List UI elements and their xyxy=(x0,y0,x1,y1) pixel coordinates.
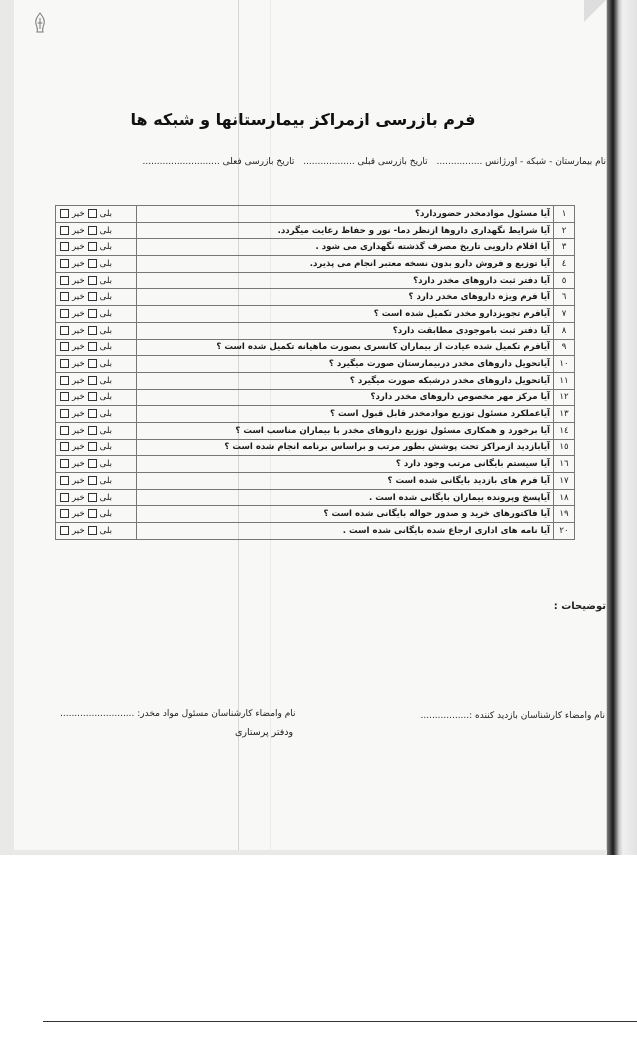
binder-edge xyxy=(607,0,637,855)
row-number: ۳ xyxy=(554,239,575,256)
yes-checkbox[interactable] xyxy=(88,376,97,385)
row-question: آیا دفتر ثبت داروهای مخدر دارد؟ xyxy=(137,272,554,289)
yes-option-label: بلی xyxy=(99,342,113,353)
no-checkbox[interactable] xyxy=(60,442,69,451)
row-answer-options xyxy=(56,489,137,506)
checklist-row xyxy=(56,372,575,389)
yes-checkbox[interactable] xyxy=(88,409,97,418)
yes-checkbox[interactable] xyxy=(88,242,97,251)
checklist-row xyxy=(56,489,575,506)
current-date-field-label: تاریخ بازرسی فعلی ........................... xyxy=(142,157,295,167)
row-question: آیا فاکتورهای خرید و صدور حواله بایگانی شده است ؟ xyxy=(137,506,554,523)
no-checkbox[interactable] xyxy=(60,426,69,435)
row-answer-options xyxy=(56,506,137,523)
form-header-fields xyxy=(136,157,606,167)
yes-option-label: بلی xyxy=(99,225,113,236)
row-question: آیا مسئول موادمخدر حضوردارد؟ xyxy=(137,206,554,223)
no-checkbox[interactable] xyxy=(60,209,69,218)
no-option-label: خیر xyxy=(72,492,85,503)
no-option-label: خیر xyxy=(72,359,85,370)
no-checkbox[interactable] xyxy=(60,259,69,268)
checklist-row xyxy=(56,389,575,406)
checklist-row xyxy=(56,272,575,289)
no-option-label: خیر xyxy=(72,208,85,219)
form-title: فرم بازرسی ازمراکز بیمارستانها و شبکه ها xyxy=(130,110,476,129)
row-question: آیافرم تجویزدارو مخدر تکمیل شده است ؟ xyxy=(137,306,554,323)
no-checkbox[interactable] xyxy=(60,342,69,351)
yes-checkbox[interactable] xyxy=(88,209,97,218)
no-checkbox[interactable] xyxy=(60,226,69,235)
no-option-label: خیر xyxy=(72,442,85,453)
no-option-label: خیر xyxy=(72,258,85,269)
yes-checkbox[interactable] xyxy=(88,493,97,502)
folded-corner xyxy=(584,0,606,22)
checklist-row xyxy=(56,356,575,373)
yes-option-label: بلی xyxy=(99,425,113,436)
yes-checkbox[interactable] xyxy=(88,292,97,301)
row-number: ۱۱ xyxy=(554,372,575,389)
no-option-label: خیر xyxy=(72,475,85,486)
row-number: ۱۹ xyxy=(554,506,575,523)
yes-checkbox[interactable] xyxy=(88,526,97,535)
row-answer-options xyxy=(56,289,137,306)
row-question: آیا فرم ویژه داروهای مخدر دارد ؟ xyxy=(137,289,554,306)
no-option-label: خیر xyxy=(72,325,85,336)
row-answer-options xyxy=(56,372,137,389)
checklist-row xyxy=(56,473,575,490)
row-answer-options xyxy=(56,306,137,323)
no-option-label: خیر xyxy=(72,525,85,536)
checklist-row xyxy=(56,289,575,306)
emblem-icon xyxy=(32,12,48,34)
no-checkbox[interactable] xyxy=(60,292,69,301)
row-answer-options xyxy=(56,339,137,356)
no-checkbox[interactable] xyxy=(60,526,69,535)
no-checkbox[interactable] xyxy=(60,242,69,251)
yes-checkbox[interactable] xyxy=(88,342,97,351)
no-checkbox[interactable] xyxy=(60,326,69,335)
checklist-row xyxy=(56,339,575,356)
no-checkbox[interactable] xyxy=(60,476,69,485)
no-checkbox[interactable] xyxy=(60,493,69,502)
row-answer-options xyxy=(56,322,137,339)
row-answer-options xyxy=(56,439,137,456)
row-question: آیا توزیع و فروش دارو بدون نسخه معتبر انجام می پذیرد. xyxy=(137,256,554,273)
row-answer-options xyxy=(56,523,137,540)
no-option-label: خیر xyxy=(72,292,85,303)
checklist-row xyxy=(56,523,575,540)
notes-label: توضیحات : xyxy=(553,601,606,612)
no-option-label: خیر xyxy=(72,425,85,436)
row-question: آیا فرم های بازدید بایگانی شده است ؟ xyxy=(137,473,554,490)
no-checkbox[interactable] xyxy=(60,376,69,385)
yes-option-label: بلی xyxy=(99,459,113,470)
checklist-row xyxy=(56,256,575,273)
no-option-label: خیر xyxy=(72,308,85,319)
no-option-label: خیر xyxy=(72,392,85,403)
row-question: آیا دفتر ثبت باموجودی مطابقت دارد؟ xyxy=(137,322,554,339)
no-checkbox[interactable] xyxy=(60,359,69,368)
row-number: ۱۷ xyxy=(554,473,575,490)
yes-checkbox[interactable] xyxy=(88,259,97,268)
no-option-label: خیر xyxy=(72,409,85,420)
yes-option-label: بلی xyxy=(99,325,113,336)
row-question: آیابازدید ازمراکز تحت پوشش بطور مرتب و براساس برنامه انجام شده است ؟ xyxy=(137,439,554,456)
row-number: ۷ xyxy=(554,306,575,323)
row-answer-options xyxy=(56,206,137,223)
checklist-row xyxy=(56,322,575,339)
row-number: ۲۰ xyxy=(554,523,575,540)
yes-option-label: بلی xyxy=(99,492,113,503)
no-option-label: خیر xyxy=(72,459,85,470)
row-number: ۸ xyxy=(554,322,575,339)
row-number: ۱۰ xyxy=(554,356,575,373)
row-answer-options xyxy=(56,406,137,423)
checklist-row xyxy=(56,456,575,473)
yes-option-label: بلی xyxy=(99,442,113,453)
checklist-row xyxy=(56,406,575,423)
row-answer-options xyxy=(56,222,137,239)
footer-rule xyxy=(43,1021,637,1022)
row-number: ۱۳ xyxy=(554,406,575,423)
yes-option-label: بلی xyxy=(99,242,113,253)
yes-option-label: بلی xyxy=(99,292,113,303)
row-question: آیا مرکز مهر مخصوص داروهای مخدر دارد؟ xyxy=(137,389,554,406)
yes-option-label: بلی xyxy=(99,359,113,370)
yes-checkbox[interactable] xyxy=(88,476,97,485)
row-number: ١٦ xyxy=(554,456,575,473)
row-question: آیا نامه های اداری ارجاع شده بایگانی شده است . xyxy=(137,523,554,540)
row-answer-options xyxy=(56,389,137,406)
yes-checkbox[interactable] xyxy=(88,359,97,368)
no-option-label: خیر xyxy=(72,509,85,520)
row-number: ۹ xyxy=(554,339,575,356)
no-option-label: خیر xyxy=(72,225,85,236)
row-question: آیا شرایط نگهداری داروها ازنظر دما- نور و حفاظ رعایت میگردد. xyxy=(137,222,554,239)
row-question: آیاپسخ وپرونده بیماران بایگانی شده است . xyxy=(137,489,554,506)
row-question: آیاعملکرد مسئول توزیع موادمخدر قابل قبول است ؟ xyxy=(137,406,554,423)
row-number: ۱۲ xyxy=(554,389,575,406)
checklist-row xyxy=(56,506,575,523)
no-checkbox[interactable] xyxy=(60,459,69,468)
no-checkbox[interactable] xyxy=(60,392,69,401)
yes-checkbox[interactable] xyxy=(88,326,97,335)
yes-checkbox[interactable] xyxy=(88,426,97,435)
row-answer-options xyxy=(56,456,137,473)
nursing-office-label: ودفتر پرستاری xyxy=(235,727,294,738)
yes-checkbox[interactable] xyxy=(88,309,97,318)
yes-checkbox[interactable] xyxy=(88,509,97,518)
row-answer-options xyxy=(56,239,137,256)
row-number: ١٥ xyxy=(554,439,575,456)
row-number: ٥ xyxy=(554,272,575,289)
previous-date-field-label: تاریخ بازرسی قبلی .................. xyxy=(303,157,428,167)
yes-checkbox[interactable] xyxy=(88,442,97,451)
row-answer-options xyxy=(56,356,137,373)
yes-checkbox[interactable] xyxy=(88,276,97,285)
yes-option-label: بلی xyxy=(99,275,113,286)
row-question: آیا برخورد و همکاری مسئول توزیع داروهای مخدر با بیماران مناسب است ؟ xyxy=(137,422,554,439)
no-checkbox[interactable] xyxy=(60,309,69,318)
row-number: ٤ xyxy=(554,256,575,273)
no-checkbox[interactable] xyxy=(60,409,69,418)
responsible-signature-label: نام وامضاء کارشناسان مسئول مواد مخدر: .......................... xyxy=(60,709,296,719)
yes-option-label: بلی xyxy=(99,525,113,536)
no-option-label: خیر xyxy=(72,275,85,286)
row-question: آیافرم تکمیل شده عیادت از بیماران کانسری بصورت ماهیانه تکمیل شده است ؟ xyxy=(137,339,554,356)
yes-option-label: بلی xyxy=(99,258,113,269)
yes-checkbox[interactable] xyxy=(88,226,97,235)
no-checkbox[interactable] xyxy=(60,509,69,518)
row-number: ۱۸ xyxy=(554,489,575,506)
row-question: آیاتحویل داروهای مخدر درشبکه صورت میگیرد ؟ xyxy=(137,372,554,389)
row-question: آیا سیستم بایگانی مرتب وجود دارد ؟ xyxy=(137,456,554,473)
yes-option-label: بلی xyxy=(99,475,113,486)
hospital-field-label: نام بیمارستان - شبکه - اورژانس ................ xyxy=(436,157,606,167)
checklist-row xyxy=(56,206,575,223)
yes-option-label: بلی xyxy=(99,392,113,403)
visitor-signature-label: نام وامضاء کارشناسان بازدید کننده :................. xyxy=(420,711,605,721)
row-answer-options xyxy=(56,256,137,273)
row-question: آیاتحویل داروهای مخدر دربیمارستان صورت میگیرد ؟ xyxy=(137,356,554,373)
row-number: ۱ xyxy=(554,206,575,223)
row-question: آیا اقلام دارویی تاریخ مصرف گذشته نگهداری می شود . xyxy=(137,239,554,256)
no-option-label: خیر xyxy=(72,375,85,386)
row-answer-options xyxy=(56,473,137,490)
row-answer-options xyxy=(56,272,137,289)
no-checkbox[interactable] xyxy=(60,276,69,285)
checklist-row xyxy=(56,239,575,256)
yes-checkbox[interactable] xyxy=(88,459,97,468)
yes-option-label: بلی xyxy=(99,409,113,420)
no-option-label: خیر xyxy=(72,242,85,253)
row-number: ٦ xyxy=(554,289,575,306)
row-number: ١٤ xyxy=(554,422,575,439)
checklist-row xyxy=(56,422,575,439)
yes-option-label: بلی xyxy=(99,375,113,386)
checklist-row xyxy=(56,439,575,456)
row-answer-options xyxy=(56,422,137,439)
yes-option-label: بلی xyxy=(99,509,113,520)
yes-option-label: بلی xyxy=(99,308,113,319)
no-option-label: خیر xyxy=(72,342,85,353)
row-number: ۲ xyxy=(554,222,575,239)
yes-option-label: بلی xyxy=(99,208,113,219)
checklist-row xyxy=(56,306,575,323)
yes-checkbox[interactable] xyxy=(88,392,97,401)
inspection-checklist-table xyxy=(55,205,575,540)
checklist-row xyxy=(56,222,575,239)
